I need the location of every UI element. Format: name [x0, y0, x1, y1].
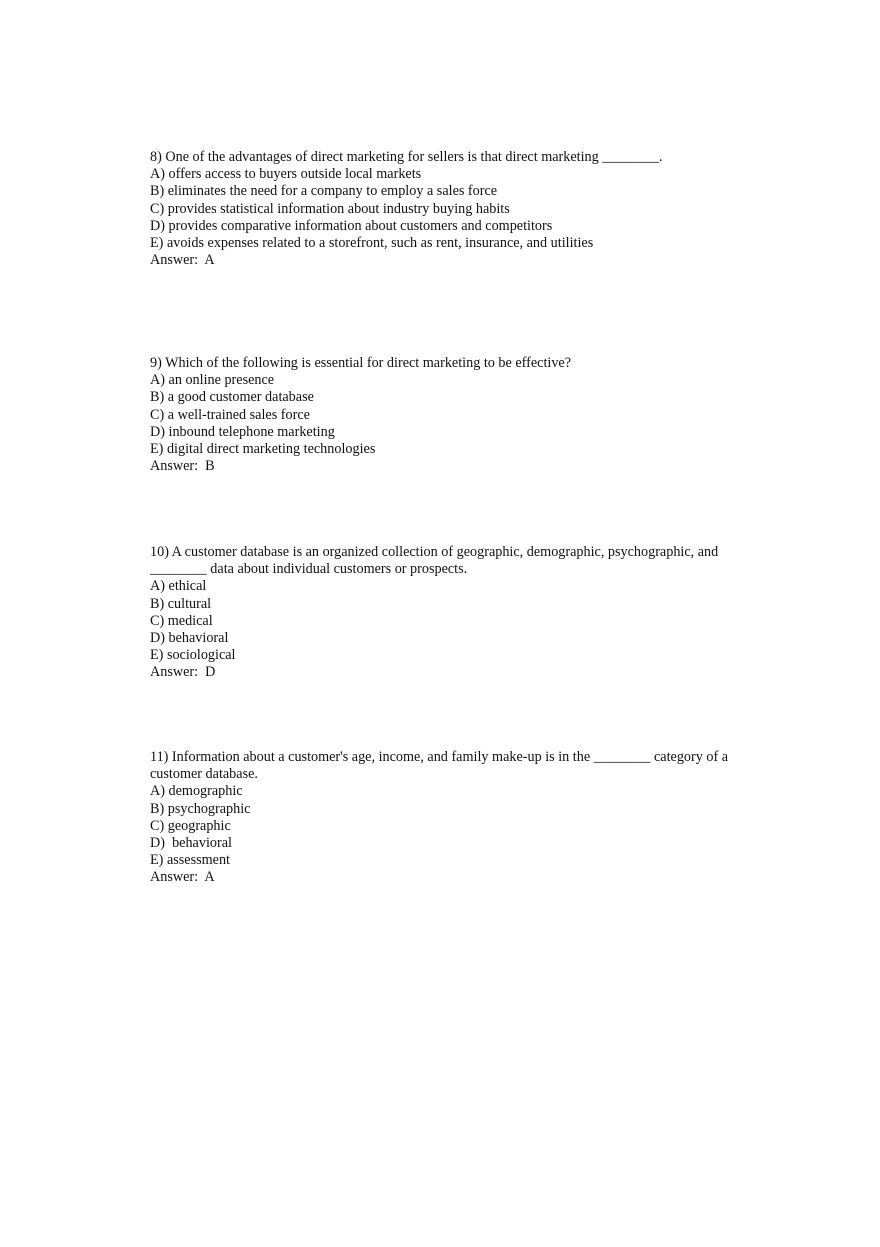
answer: Answer: A [150, 869, 215, 886]
option-c: C) medical [150, 612, 213, 629]
option-d: D) behavioral [150, 835, 232, 852]
answer: Answer: D [150, 664, 216, 681]
question-text: 10) A customer database is an organized collection of geographic, demographic, psychographic, and ________ data about individual customers or prospects. [150, 544, 722, 578]
question-10 [150, 544, 750, 682]
option-e: E) sociological [150, 647, 236, 664]
answer: Answer: A [150, 252, 215, 269]
question-9 [150, 355, 750, 475]
option-e: E) digital direct marketing technologies [150, 441, 376, 458]
option-b: B) cultural [150, 595, 212, 612]
option-a: A) demographic [150, 783, 243, 800]
question-text: 11) Information about a customer's age, income, and family make-up is in the ________ category of a customer database. [150, 749, 732, 783]
question-text: 9) Which of the following is essential for direct marketing to be effective? [150, 355, 572, 371]
option-b: B) psychographic [150, 800, 251, 817]
question-text: 8) One of the advantages of direct marketing for sellers is that direct marketing ________. [150, 149, 663, 165]
answer: Answer: B [150, 458, 215, 475]
option-d: D) inbound telephone marketing [150, 423, 335, 440]
option-c: C) a well-trained sales force [150, 406, 310, 423]
question-8 [150, 149, 750, 269]
option-a: A) ethical [150, 578, 207, 595]
option-b: B) a good customer database [150, 389, 314, 406]
option-c: C) geographic [150, 817, 231, 834]
option-e: E) avoids expenses related to a storefront, such as rent, insurance, and utilities [150, 235, 594, 252]
option-e: E) assessment [150, 852, 230, 869]
option-d: D) provides comparative information about customers and competitors [150, 217, 553, 234]
option-a: A) offers access to buyers outside local markets [150, 166, 422, 183]
option-d: D) behavioral [150, 630, 229, 647]
option-c: C) provides statistical information about industry buying habits [150, 200, 510, 217]
option-a: A) an online presence [150, 372, 275, 389]
question-11 [150, 749, 750, 887]
option-b: B) eliminates the need for a company to employ a sales force [150, 183, 498, 200]
